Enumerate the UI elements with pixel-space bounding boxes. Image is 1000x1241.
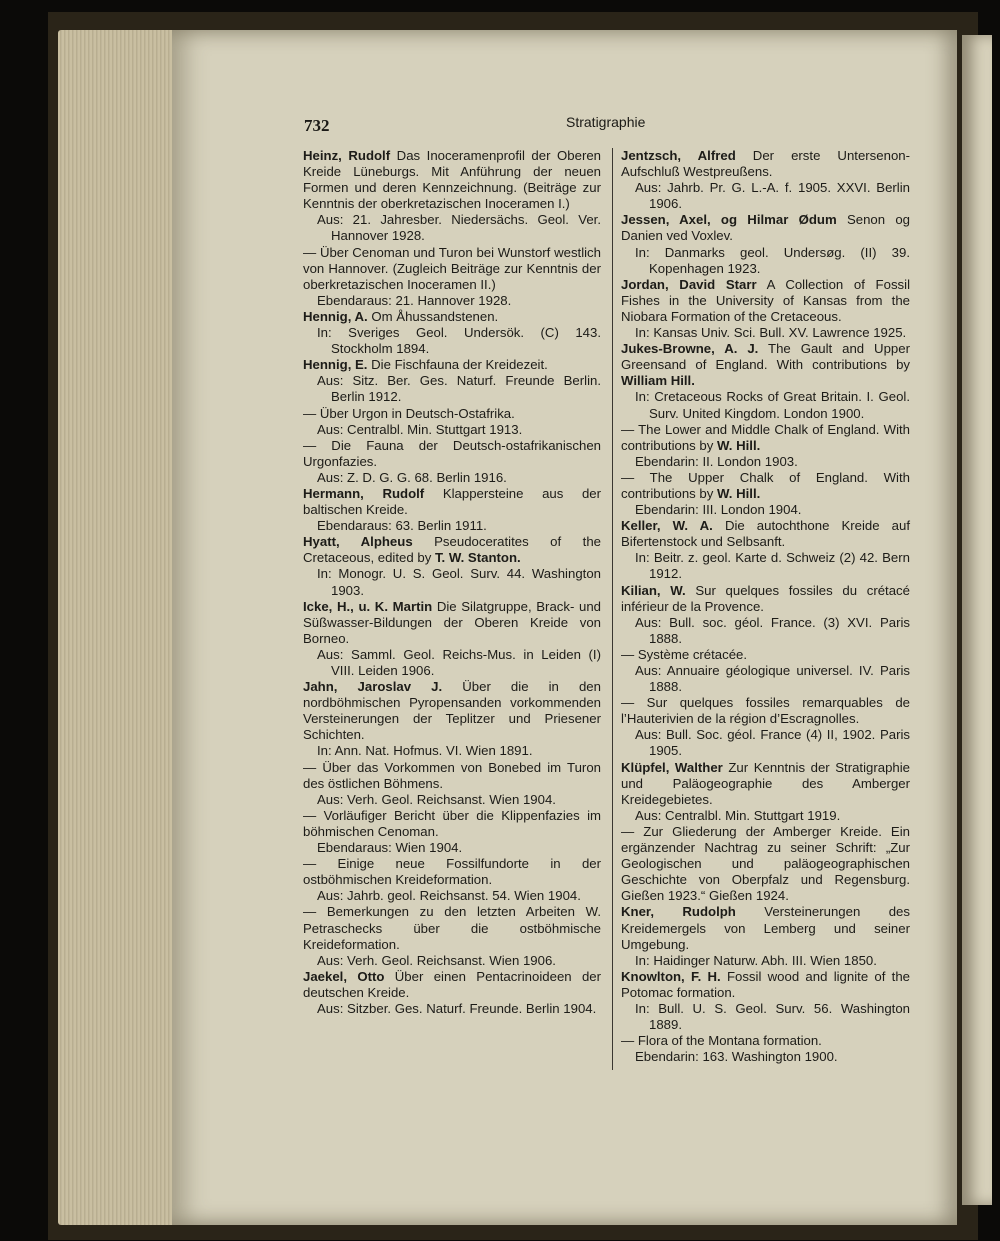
entry-title: — The Lower and Middle Chalk of England. With contributions by (621, 421, 910, 453)
entry-title: Die Silatgruppe, Brack- und Süßwasser-Bildungen der Oberen Kreide von Borneo. (303, 598, 601, 646)
entry-title: Pseudoceratites of the Cretaceous, edited by (303, 534, 601, 566)
entry-source: Aus: Centralbl. Min. Stuttgart 1913. (317, 421, 523, 437)
entry-title: — Flora of the Montana formation. (621, 1033, 822, 1049)
bibliography-entry (621, 341, 910, 421)
entry-title: — Zur Gliederung der Amberger Kreide. Ein ergänzender Nachtrag zu seiner Schrift: „Zur Geologischen und paläogeographischen Geschichte von Oberpfalz und Regensburg. Gießen 1923.“ Gießen 1924. (621, 823, 910, 904)
entry-source: Aus: Bull. soc. géol. France. (3) XVI. Paris 1888. (635, 614, 910, 646)
entry-title: Die autochthone Kreide auf Bifertenstock und Selbsanft. (621, 518, 911, 550)
entry-title: — The Upper Chalk of England. With contributions by (621, 469, 910, 501)
entry-title: — Einige neue Fossilfundorte in der ostböhmischen Kreideformation. (303, 856, 601, 888)
entry-title: — Die Fauna der Deutsch-ostafrikanischen Urgonfazies. (303, 437, 601, 469)
page-number: 732 (304, 116, 330, 135)
entry-source: Aus: Samml. Geol. Reichs-Mus. in Leiden (I) VIII. Leiden 1906. (317, 646, 601, 678)
author-name: Kner, Rudolph (621, 904, 736, 920)
entry-source: In: Sveriges Geol. Undersök. (C) 143. Stockholm 1894. (317, 325, 601, 357)
entry-source: Aus: Sitz. Ber. Ges. Naturf. Freunde Berlin. Berlin 1912. (317, 373, 601, 405)
bibliography-entry (621, 760, 910, 824)
co-author: W. Hill. (717, 485, 761, 501)
author-name: Jaekel, Otto (303, 968, 385, 984)
entry-title: Sur quelques fossiles du crétacé inférieur de la Provence. (621, 582, 910, 614)
entry-title: A Collection of Fossil Fishes in the University of Kansas from the Niobara Formation of the Cretaceous. (621, 276, 910, 324)
entry-source: Ebendarin: III. London 1904. (635, 502, 802, 518)
author-name: Jahn, Jaroslav J. (303, 679, 443, 695)
entry-title: Über einen Pentacrinoideen der deutschen Kreide. (303, 968, 602, 1000)
bibliography-entry (303, 969, 601, 1017)
entry-source: In: Danmarks geol. Undersøg. (II) 39. Kopenhagen 1923. (635, 244, 910, 276)
entry-source: Ebendaraus: Wien 1904. (317, 840, 463, 856)
entry-source: Aus: Jahrb. geol. Reichsanst. 54. Wien 1904. (317, 888, 581, 904)
entry-source: Aus: Sitzber. Ges. Naturf. Freunde. Berlin 1904. (317, 1000, 597, 1016)
entry-title: — Über das Vorkommen von Bonebed im Turon des östlichen Böhmens. (303, 759, 601, 791)
bibliography-entry (303, 309, 601, 357)
entry-source: Ebendarin: II. London 1903. (635, 453, 798, 469)
bibliography-entry (621, 969, 910, 1033)
bibliography-entry (621, 1033, 910, 1065)
entry-title: — Sur quelques fossiles remarquables de l’Hauterivien de la région d’Escragnolles. (621, 695, 910, 727)
entry-source: In: Cretaceous Rocks of Great Britain. I. Geol. Surv. United Kingdom. London 1900. (635, 389, 910, 421)
bibliography-entry (303, 679, 601, 759)
author-name: Jordan, David Starr (621, 276, 757, 292)
bibliography-entry (303, 534, 601, 598)
entry-source: Aus: Verh. Geol. Reichsanst. Wien 1906. (317, 952, 556, 968)
entry-source: In: Ann. Nat. Hofmus. VI. Wien 1891. (317, 743, 533, 759)
bibliography-entry (303, 357, 601, 405)
entry-title: The Gault and Upper Greensand of England. With contributions by (621, 341, 910, 373)
co-author: William Hill. (621, 373, 695, 389)
entry-source: Aus: Verh. Geol. Reichsanst. Wien 1904. (317, 791, 556, 807)
entry-source: Aus: Centralbl. Min. Stuttgart 1919. (635, 807, 841, 823)
entry-title: — Bemerkungen zu den letzten Arbeiten W. Petraschecks über die ostböhmische Kreideformation. (303, 904, 601, 952)
author-name: Keller, W. A. (621, 518, 713, 534)
right-column (621, 148, 910, 1065)
entry-title: Die Fischfauna der Kreidezeit. (371, 357, 548, 373)
left-column (303, 148, 601, 1017)
bibliography-entry (303, 486, 601, 534)
author-name: Icke, H., u. K. Martin (303, 598, 433, 614)
column-divider (612, 148, 613, 1070)
bibliography-entry (303, 438, 601, 486)
entry-source: In: Monogr. U. S. Geol. Surv. 44. Washington 1903. (317, 566, 601, 598)
bibliography-entry (303, 856, 601, 904)
entry-title: Om Åhussandstenen. (371, 308, 499, 324)
author-name: Klüpfel, Walther (621, 759, 723, 775)
bibliography-entry (621, 583, 910, 647)
author-name: Hyatt, Alpheus (303, 534, 413, 550)
bibliography-entry (621, 422, 910, 470)
entry-title: Über die in den nordböhmischen Pyropensanden vorkommenden Versteinerungen der Teplitzer und Priesener Schichten. (303, 679, 601, 743)
author-name: Heinz, Rudolf (303, 148, 391, 163)
entry-title: — Über Urgon in Deutsch-Ostafrika. (303, 405, 515, 421)
bibliography-entry (303, 808, 601, 856)
entry-title: Fossil wood and lignite of the Potomac formation. (621, 968, 910, 1000)
bibliography-entry (303, 406, 601, 438)
entry-source: Aus: Jahrb. Pr. G. L.-A. f. 1905. XXVI. Berlin 1906. (635, 180, 910, 212)
author-name: Hennig, E. (303, 357, 368, 373)
entry-source: Aus: Z. D. G. G. 68. Berlin 1916. (317, 469, 507, 485)
entry-source: Ebendaraus: 21. Hannover 1928. (317, 292, 512, 308)
entry-title: Senon og Danien ved Voxlev. (621, 212, 911, 244)
bibliography-entry (303, 148, 601, 245)
entry-source: Aus: 21. Jahresber. Niedersächs. Geol. Ver. Hannover 1928. (317, 212, 601, 244)
author-name: Knowlton, F. H. (621, 968, 721, 984)
co-author: T. W. Stanton. (434, 550, 521, 566)
entry-source: In: Kansas Univ. Sci. Bull. XV. Lawrence 1925. (635, 325, 907, 341)
entry-title: — Système crétacée. (621, 646, 748, 662)
entry-title: Versteinerungen des Kreidemergels von Lemberg und seiner Umgebung. (621, 904, 910, 952)
bibliography-entry (621, 148, 910, 212)
bibliography-entry (621, 470, 910, 518)
page-edges (58, 30, 176, 1225)
entry-title: — Über Cenoman und Turon bei Wunstorf westlich von Hannover. (Zugleich Beiträge zur Kenntnis der oberkretazischen Inoceramen II.) (303, 244, 601, 292)
author-name: Jessen, Axel, og Hilmar Ødum (621, 212, 837, 228)
entry-source: In: Beitr. z. geol. Karte d. Schweiz (2) 42. Bern 1912. (635, 550, 910, 582)
entry-source: Aus: Bull. Soc. géol. France (4) II, 1902. Paris 1905. (635, 727, 910, 759)
entry-title: Der erste Untersenon-Aufschluß Westpreußens. (621, 148, 911, 180)
bibliography-entry (303, 904, 601, 968)
bibliography-entry (303, 760, 601, 808)
bibliography-entry (303, 245, 601, 309)
bibliography-entry (303, 599, 601, 679)
entry-source: In: Haidinger Naturw. Abh. III. Wien 1850. (635, 952, 877, 968)
bibliography-entry (621, 695, 910, 759)
bibliography-entry (621, 904, 910, 968)
entry-source: Ebendarin: 163. Washington 1900. (635, 1049, 838, 1065)
author-name: Hermann, Rudolf (303, 485, 425, 501)
entry-source: Ebendaraus: 63. Berlin 1911. (317, 518, 487, 534)
entry-source: In: Bull. U. S. Geol. Surv. 56. Washington 1889. (635, 1000, 910, 1033)
bibliography-entry (621, 824, 910, 904)
bibliography-entry (621, 212, 910, 276)
running-title: Stratigraphie (566, 114, 646, 130)
entry-title: Klappersteine aus der baltischen Kreide. (303, 485, 602, 518)
entry-title: Zur Kenntnis der Stratigraphie und Paläogeographie des Amberger Kreidegebietes. (621, 759, 911, 807)
bibliography-entry (621, 277, 910, 341)
bibliography-entry (621, 518, 910, 582)
entry-title: Das Inoceramenprofil der Oberen Kreide Lüneburgs. Mit Anführung der neuen Formen und deren Kennzeichnung. (Beiträge zur Kenntnis der oberkretazischen Inoceramen I.) (303, 148, 602, 212)
author-name: Jentzsch, Alfred (621, 148, 736, 163)
co-author: W. Hill. (717, 437, 761, 453)
entry-source: Aus: Annuaire géologique universel. IV. Paris 1888. (635, 663, 910, 695)
author-name: Hennig, A. (303, 308, 368, 324)
author-name: Kilian, W. (621, 582, 686, 598)
bibliography-entry (621, 647, 910, 695)
entry-title: — Vorläufiger Bericht über die Klippenfazies im böhmischen Cenoman. (303, 807, 601, 839)
author-name: Jukes-Browne, A. J. (621, 341, 759, 357)
facing-page-edge (962, 35, 992, 1205)
